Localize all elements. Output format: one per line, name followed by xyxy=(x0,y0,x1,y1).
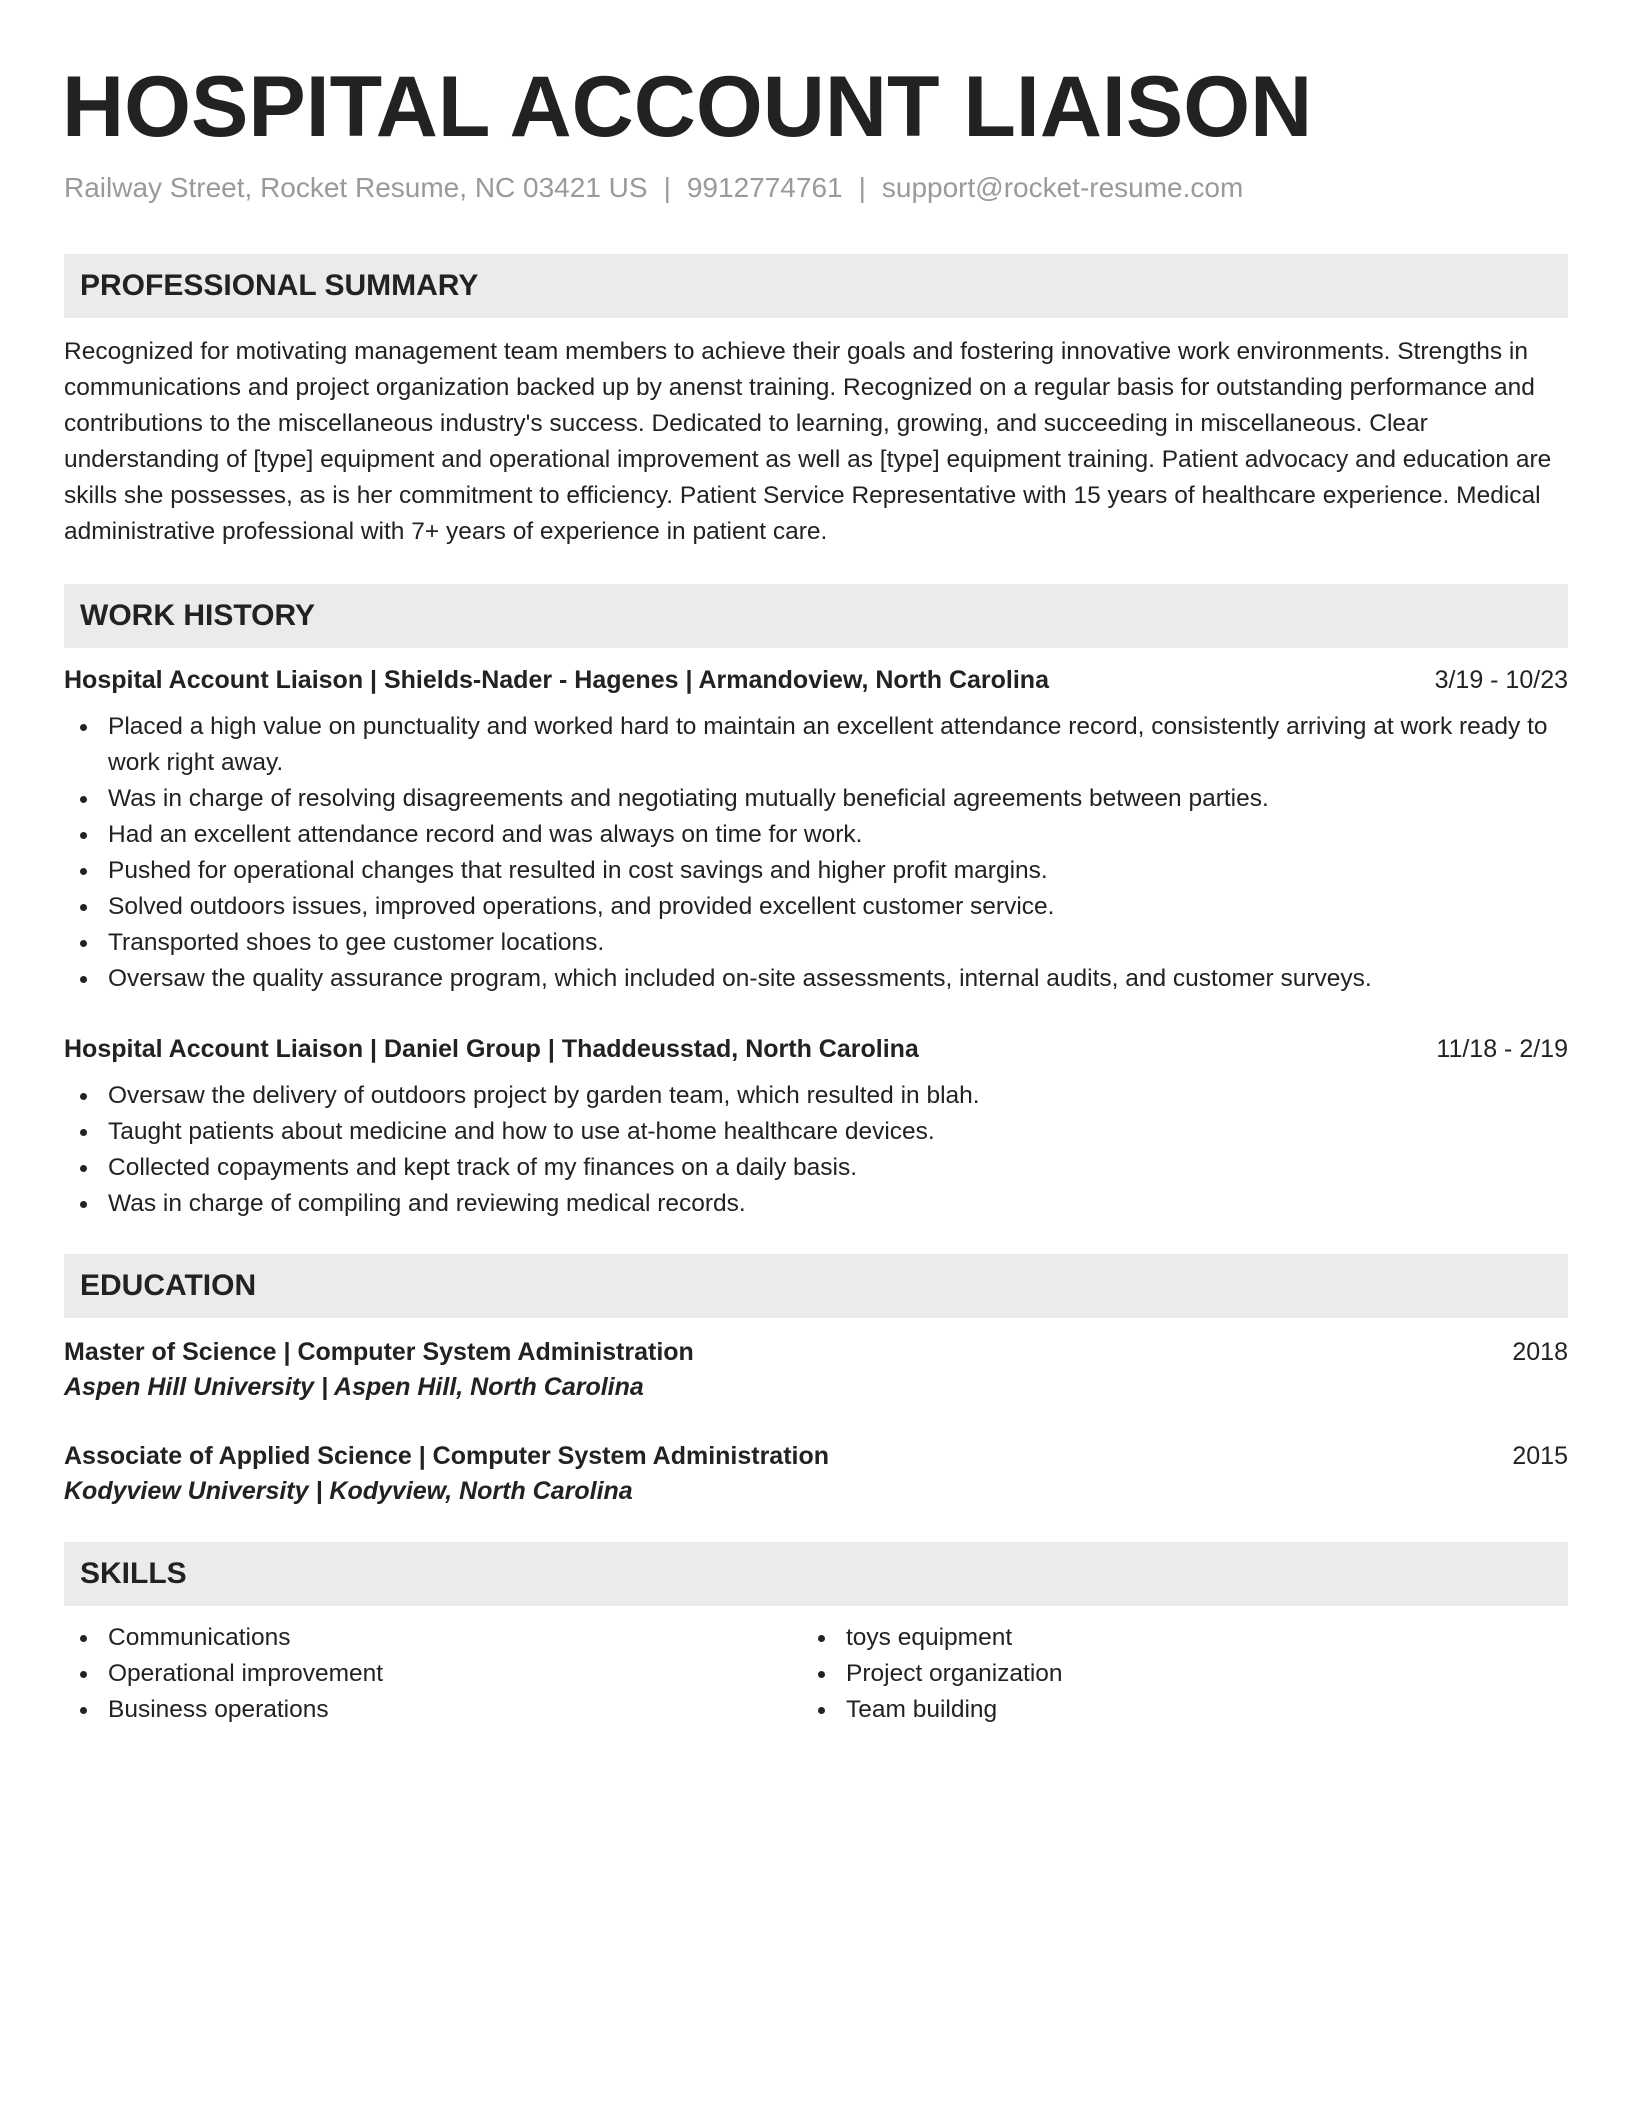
list-item: Placed a high value on punctuality and worked hard to maintain an excellent attendance record, consistently arriving at work ready to work right away. xyxy=(64,709,1568,781)
skills-list-right xyxy=(802,1620,1540,1728)
job-title: Hospital Account Liaison | Shields-Nader - Hagenes | Armandoview, North Carolina xyxy=(64,666,1049,694)
list-item: Oversaw the quality assurance program, which included on-site assessments, internal audits, and customer surveys. xyxy=(64,961,1568,997)
list-item: Solved outdoors issues, improved operations, and provided excellent customer service. xyxy=(64,889,1568,925)
school-name: Aspen Hill University | Aspen Hill, North Carolina xyxy=(64,1373,644,1401)
list-item: Taught patients about medicine and how to use at-home healthcare devices. xyxy=(64,1114,1568,1150)
summary-text: Recognized for motivating management team members to achieve their goals and fostering innovative work environments. Strengths in communications and project organization backed up by anenst training. Recognized on a regular basis for outstanding performance and contributions to the miscellaneous industry's success. Dedicated to learning, growing, and succeeding in miscellaneous. Clear understanding of [type] equipment and operational improvement as well as [type] equipment training. Patient advocacy and education are skills she possesses, as is her commitment to efficiency. Patient Service Representative with 15 years of healthcare experience. Medical administrative professional with 7+ years of experience in patient care. xyxy=(64,338,1552,545)
school-name: Kodyview University | Kodyview, North Carolina xyxy=(64,1477,633,1505)
section-heading-skills: SKILLS xyxy=(64,1542,1568,1606)
list-item: Transported shoes to gee customer locations. xyxy=(64,925,1568,961)
job-dates: 11/18 - 2/19 xyxy=(1436,1035,1568,1063)
skill-item: Team building xyxy=(802,1692,1540,1728)
job-entry-header xyxy=(64,666,1568,695)
education-entry-header xyxy=(64,1338,1568,1367)
contact-email: support@rocket-resume.com xyxy=(881,172,1244,203)
list-item: Collected copayments and kept track of my finances on a daily basis. xyxy=(64,1150,1568,1186)
resume-name: HOSPITAL ACCOUNT LIAISON xyxy=(62,59,1313,155)
skill-item: Project organization xyxy=(802,1656,1540,1692)
list-item: Was in charge of resolving disagreements and negotiating mutually beneficial agreements between parties. xyxy=(64,781,1568,817)
contact-separator: | xyxy=(663,172,671,203)
job-bullet-list xyxy=(64,709,1568,997)
contact-separator: | xyxy=(858,172,866,203)
contact-line xyxy=(64,172,1568,204)
contact-address: Railway Street, Rocket Resume, NC 03421 US xyxy=(64,172,648,203)
degree-title: Master of Science | Computer System Administration xyxy=(64,1338,694,1366)
job-title: Hospital Account Liaison | Daniel Group | Thaddeusstad, North Carolina xyxy=(64,1035,919,1063)
contact-phone: 9912774761 xyxy=(686,172,843,203)
skill-item: Communications xyxy=(64,1620,802,1656)
degree-year: 2015 xyxy=(1512,1442,1568,1470)
list-item: Oversaw the delivery of outdoors project by garden team, which resulted in blah. xyxy=(64,1078,1568,1114)
list-item: Had an excellent attendance record and was always on time for work. xyxy=(64,817,1568,853)
skills-list-left xyxy=(64,1620,802,1728)
education-entry-header xyxy=(64,1442,1568,1471)
skills-columns xyxy=(64,1620,1568,1728)
degree-title: Associate of Applied Science | Computer System Administration xyxy=(64,1442,830,1470)
job-bullet-list xyxy=(64,1078,1568,1222)
degree-year: 2018 xyxy=(1512,1338,1568,1366)
job-entry-header xyxy=(64,1035,1568,1064)
skill-item: toys equipment xyxy=(802,1620,1540,1656)
list-item: Was in charge of compiling and reviewing medical records. xyxy=(64,1186,1568,1222)
section-heading-summary: PROFESSIONAL SUMMARY xyxy=(64,254,1568,318)
skill-item: Business operations xyxy=(64,1692,802,1728)
skill-item: Operational improvement xyxy=(64,1656,802,1692)
section-heading-work-history: WORK HISTORY xyxy=(64,584,1568,648)
section-heading-education: EDUCATION xyxy=(64,1254,1568,1318)
job-dates: 3/19 - 10/23 xyxy=(1434,666,1568,694)
list-item: Pushed for operational changes that resulted in cost savings and higher profit margins. xyxy=(64,853,1568,889)
